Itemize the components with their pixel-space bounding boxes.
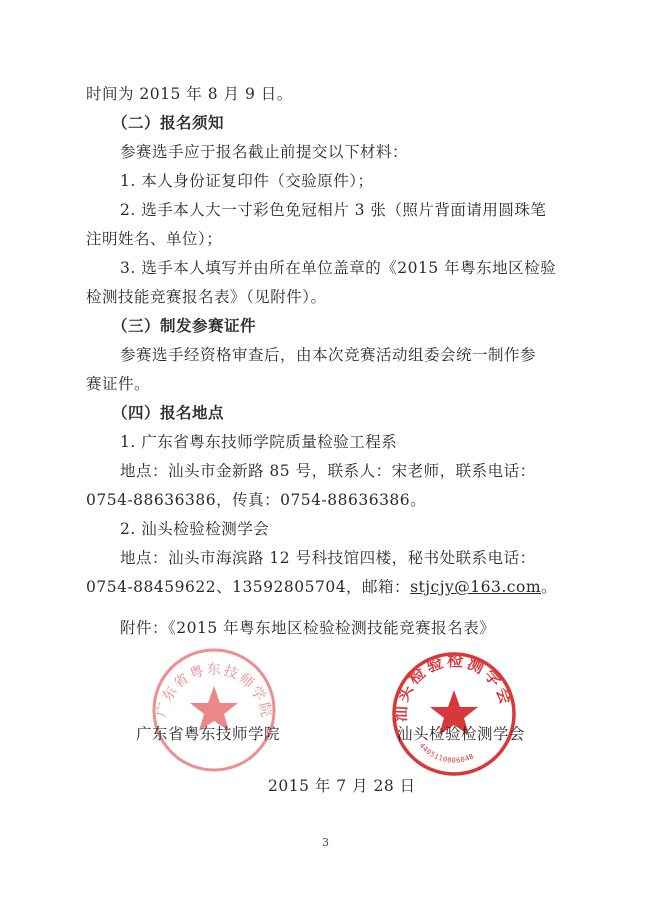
list-item: 2. 选手本人大一寸彩色免冠相片 3 张（照片背面请用圆珠笔 xyxy=(120,201,547,219)
location-address: 地点：汕头市海滨路 12 号科技馆四楼，秘书处联系电话： xyxy=(120,549,536,567)
left-org-signature: 广东省粤东技师学院 xyxy=(136,725,281,743)
body-text: 赛证件。 xyxy=(86,375,151,393)
section-heading-certificate: （三）制发参赛证件 xyxy=(112,317,257,335)
contact-phones: 0754-88459622、13592805704，邮箱： xyxy=(86,578,411,596)
left-org-seal xyxy=(148,644,280,776)
list-item: 3. 选手本人填写并由所在单位盖章的《2015 年粤东地区检验 xyxy=(120,259,557,277)
location-contact xyxy=(86,577,557,597)
attachment-note: 附件：《2015 年粤东地区检验检测技能竞赛报名表》 xyxy=(120,619,496,637)
page-number: 3 xyxy=(322,836,329,849)
body-text: 时间为 2015 年 8 月 9 日。 xyxy=(86,85,293,103)
punctuation: 。 xyxy=(541,578,558,596)
email-link[interactable]: stjcjy@163.com xyxy=(410,578,542,596)
svg-text:广东省粤东技师学院: 广东省粤东技师学院 xyxy=(153,661,275,721)
location-name: 2. 汕头检验检测学会 xyxy=(120,520,270,538)
right-org-seal xyxy=(388,648,520,780)
list-item-continued: 注明姓名、单位）； xyxy=(86,230,223,248)
section-heading-location: （四）报名地点 xyxy=(112,404,225,422)
body-text: 参赛选手应于报名截止前提交以下材料： xyxy=(120,143,409,161)
right-org-signature: 汕头检验检测学会 xyxy=(397,725,526,743)
location-name: 1. 广东省粤东技师学院质量检验工程系 xyxy=(120,433,398,451)
body-text: 参赛选手经资格审查后，由本次竞赛活动组委会统一制作参 xyxy=(120,346,537,364)
list-item-continued: 检测技能竞赛报名表》（见附件）。 xyxy=(86,288,327,306)
issue-date: 2015 年 7 月 28 日 xyxy=(268,777,416,795)
svg-text:4405110006048: 4405110006048 xyxy=(417,741,476,765)
list-item: 1. 本人身份证复印件（交验原件）； xyxy=(120,172,374,190)
location-address: 地点：汕头市金新路 85 号，联系人：宋老师，联系电话： xyxy=(120,462,536,480)
location-contact: 0754-88636386，传真：0754-88636386。 xyxy=(86,491,427,509)
section-heading-registration: （二）报名须知 xyxy=(112,114,225,132)
svg-text:汕头检验检测学会: 汕头检验检测学会 xyxy=(390,650,517,723)
